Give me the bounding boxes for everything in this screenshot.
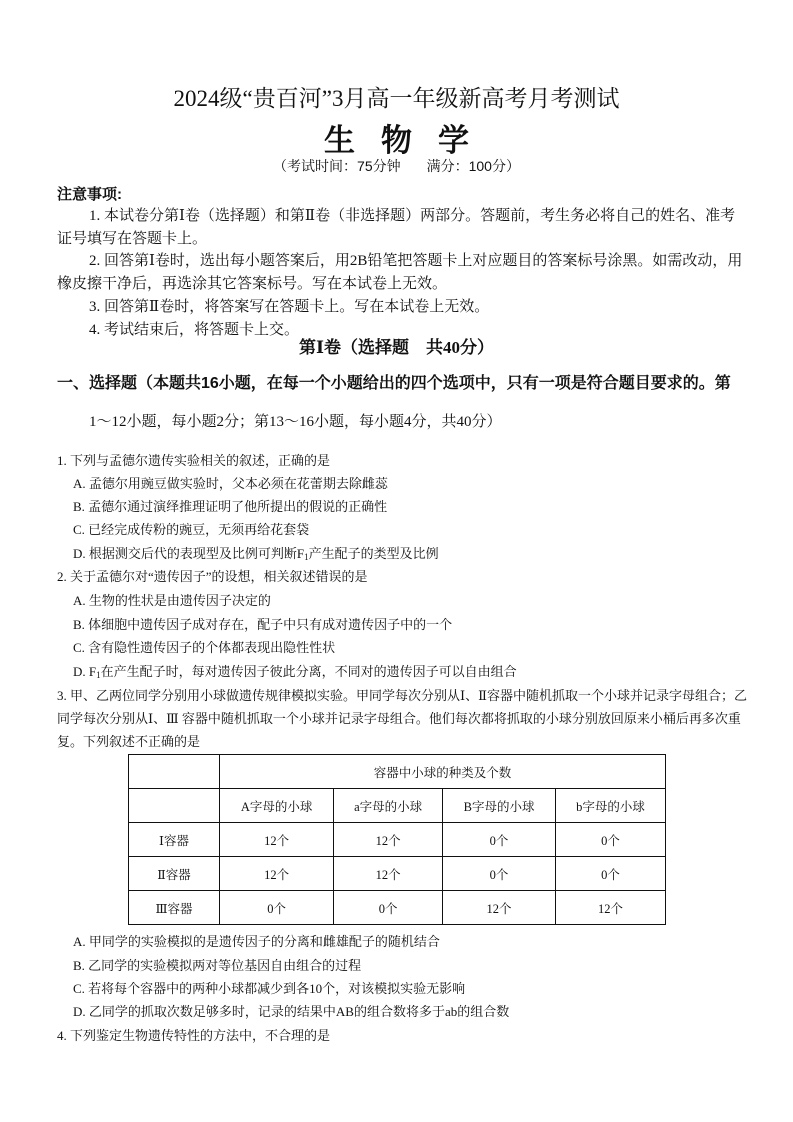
table-cell: 0个: [556, 823, 666, 857]
question-1-option-d: [73, 543, 439, 562]
question-3-option-a: A. 甲同学的实验模拟的是遗传因子的分离和雌雄配子的随机结合: [73, 934, 440, 949]
table-cell: 12个: [220, 857, 334, 891]
notes-heading: 注意事项:: [57, 186, 122, 203]
subscript: 1: [304, 552, 309, 562]
table-column-header: A字母的小球: [220, 789, 334, 823]
note-1: 1. 本试卷分第Ⅰ卷（选择题）和第Ⅱ卷（非选择题）两部分。答题前，考生务必将自己的姓名、准考证号填写在答题卡上。: [57, 208, 736, 247]
table-column-header: a字母的小球: [334, 789, 443, 823]
question-1-stem: 1. 下列与孟德尔遗传实验相关的叙述，正确的是: [57, 453, 331, 468]
table-row-label: Ⅰ容器: [129, 823, 220, 857]
table-cell: 0个: [334, 891, 443, 925]
table-cell: 0个: [442, 857, 555, 891]
table-column-header: b字母的小球: [556, 789, 666, 823]
table-column-header: B字母的小球: [442, 789, 555, 823]
question-4-stem: 4. 下列鉴定生物遗传特性的方法中，不合理的是: [57, 1028, 331, 1043]
note-4: 4. 考试结束后，将答题卡上交。: [89, 322, 300, 338]
question-3-option-c: C. 若将每个容器中的两种小球都减少到各10个，对该模拟实验无影响: [73, 981, 466, 996]
table-cell: 0个: [442, 823, 555, 857]
table-row-label: Ⅱ容器: [129, 857, 220, 891]
option-text: D. F: [73, 664, 97, 679]
subject-title: 生物学: [324, 123, 495, 158]
question-1-option-a: A. 孟德尔用豌豆做实验时，父本必须在花蕾期去除雌蕊: [73, 476, 388, 491]
question-2-option-b: B. 体细胞中遗传因子成对存在，配子中只有成对遗传因子中的一个: [73, 617, 453, 632]
question-1-option-b: B. 孟德尔通过演绎推理证明了他所提出的假说的正确性: [73, 499, 388, 514]
table-cell: 12个: [220, 823, 334, 857]
note-3: 3. 回答第Ⅱ卷时，将答案写在答题卡上。写在本试卷上无效。: [89, 299, 490, 315]
question-2-option-a: A. 生物的性状是由遗传因子决定的: [73, 593, 271, 608]
table-cell: 0个: [556, 857, 666, 891]
question-1-option-c: C. 已经完成传粉的豌豆，无须再给花套袋: [73, 522, 310, 537]
table-cell: 12个: [334, 857, 443, 891]
mc-heading: 一、选择题（本题共16小题，在每一个小题给出的四个选项中，只有一项是符合题目要求的。第: [57, 375, 731, 392]
table-corner-cell: [129, 789, 220, 823]
question-2-stem: 2. 关于孟德尔对“遗传因子”的设想，相关叙述错误的是: [57, 569, 368, 584]
option-text: 在产生配子时，每对遗传因子彼此分离，不同对的遗传因子可以自由组合: [100, 664, 517, 679]
question-3-option-d: D. 乙同学的抓取次数足够多时，记录的结果中AB的组合数将多于ab的组合数: [73, 1004, 510, 1019]
table-cell: 12个: [442, 891, 555, 925]
question-2-option-d: [73, 661, 517, 680]
subscript: 1: [96, 670, 101, 680]
question-3-option-b: B. 乙同学的实验模拟两对等位基因自由组合的过程: [73, 958, 362, 973]
table-cell: 0个: [220, 891, 334, 925]
table-row: [129, 823, 666, 857]
question-2-option-c: C. 含有隐性遗传因子的个体都表现出隐性性状: [73, 640, 336, 655]
table-row: [129, 891, 666, 925]
table-row-label: Ⅲ容器: [129, 891, 220, 925]
table-group-header: 容器中小球的种类及个数: [220, 755, 666, 789]
option-text: D. 根据测交后代的表现型及比例可判断F: [73, 546, 305, 561]
table-cell: 12个: [556, 891, 666, 925]
exam-score: 满分：100分）: [426, 158, 520, 174]
table-corner-cell: [129, 755, 220, 789]
section-heading: 第Ⅰ卷（选择题 共40分）: [299, 338, 494, 357]
exam-info: [0, 156, 793, 176]
container-ball-table: [128, 754, 666, 925]
exam-time: （考试时间：75分钟: [273, 158, 401, 174]
exam-title: 2024级“贵百河”3月高一年级新高考月考测试: [173, 86, 620, 111]
table-row: [129, 857, 666, 891]
option-text: 产生配子的类型及比例: [308, 546, 439, 561]
question-3-stem: 3. 甲、乙两位同学分别用小球做遗传规律模拟实验。甲同学每次分别从Ⅰ、Ⅱ容器中随机抓取一个小球并记录字母组合；乙同学每次分别从Ⅰ、Ⅲ 容器中随机抓取一个小球并记录字母组合。他们每次都将抓取的小球分别放回原来小桶后再多次重复。下列叙述不正确的是: [57, 688, 747, 749]
mc-heading-scoring: 1～12小题，每小题2分；第13～16小题，每小题4分，共40分）: [89, 414, 502, 430]
note-2: 2. 回答第Ⅰ卷时，选出每小题答案后，用2B铅笔把答题卡上对应题目的答案标号涂黑。如需改动，用橡皮擦干净后，再选涂其它答案标号。写在本试卷上无效。: [57, 253, 743, 292]
table-cell: 12个: [334, 823, 443, 857]
